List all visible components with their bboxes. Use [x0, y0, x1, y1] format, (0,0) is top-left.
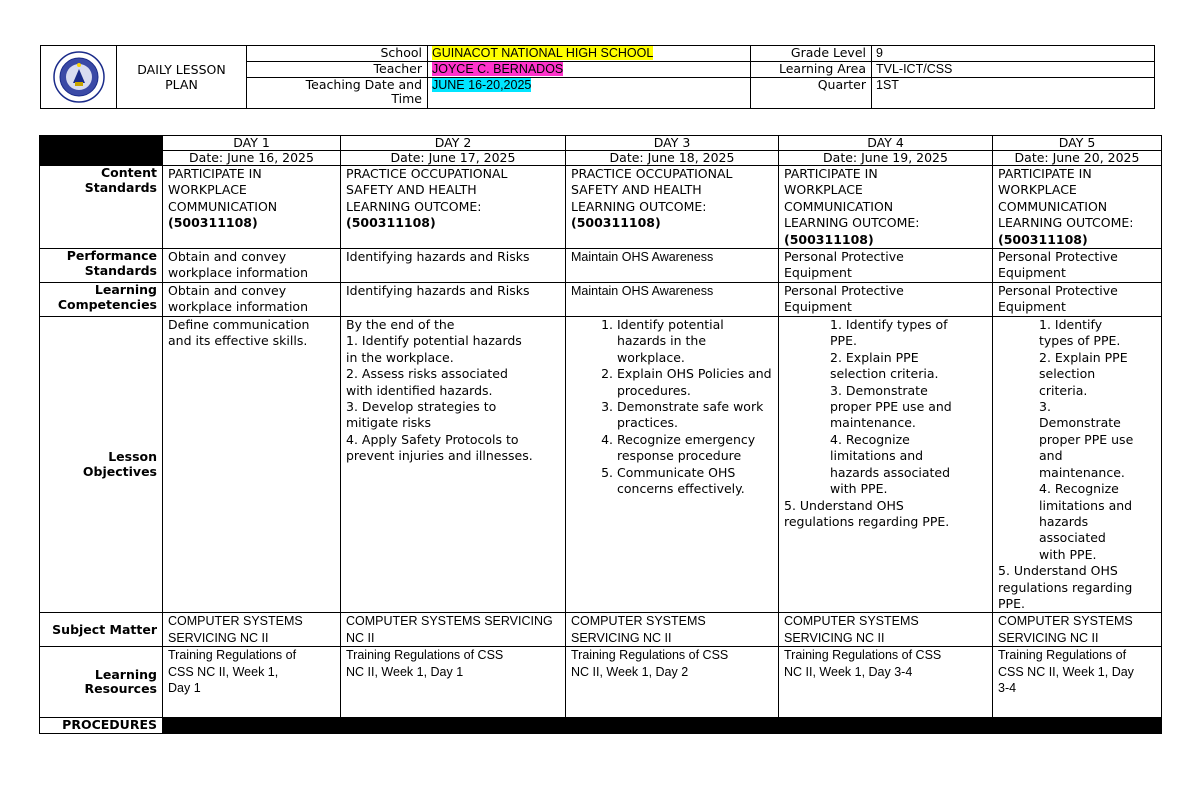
subject-d1-line1: COMPUTER SYSTEMS: [168, 614, 303, 629]
page-title: [117, 46, 247, 109]
area-value: TVL-ICT/CSS: [872, 62, 1155, 78]
objectives-d1-line2: and its effective skills.: [168, 333, 308, 349]
competency-d4-line2: Equipment: [784, 299, 852, 315]
performance-day-5: [993, 249, 1162, 283]
quarter-value: 1ST: [872, 78, 1155, 109]
objectives-d4-tail-line2: regulations regarding PPE.: [784, 513, 950, 529]
objectives-label-2: Objectives: [82, 463, 157, 479]
resources-d1-line1: Training Regulations of: [168, 648, 297, 663]
objectives-d5-tail-line1: 5. Understand OHS: [998, 563, 1118, 579]
objectives-d4-line2: PPE.: [830, 333, 857, 349]
objectives-d5-indented: [998, 317, 1156, 563]
content-d3-line1: PRACTICE OCCUPATIONAL: [571, 166, 733, 181]
subject-d4-line2: SERVICING NC II: [784, 630, 885, 645]
performance-standards-row: [40, 249, 1162, 283]
competency-day-1: [163, 283, 341, 317]
date-row: [40, 151, 1162, 166]
objectives-d5-line9: and: [1039, 448, 1063, 464]
objectives-day-2: [341, 317, 566, 613]
subject-matter-row: [40, 613, 1162, 647]
objectives-d2-line1: By the end of the: [346, 317, 455, 333]
performance-d4-line2: Equipment: [784, 265, 852, 281]
content-d4-line2: WORKPLACE: [784, 182, 863, 198]
objectives-d5-line3: 2. Explain PPE: [1039, 349, 1128, 365]
subject-d5-line2: SERVICING NC II: [998, 630, 1099, 645]
day-3-date: Date: June 18, 2025: [566, 151, 779, 166]
objectives-d5-line5: criteria.: [1039, 382, 1088, 398]
resources-d4-line2: NC II, Week 1, Day 3-4: [784, 664, 913, 679]
learning-resources-label: [40, 647, 163, 718]
objectives-d2-line7: mitigate risks: [346, 415, 432, 431]
objectives-d4-line1: 1. Identify types of: [830, 317, 948, 333]
competency-d5-line2: Equipment: [998, 299, 1066, 315]
objectives-d2-line5: with identified hazards.: [346, 382, 493, 398]
subject-matter-label: Subject Matter: [40, 613, 163, 647]
logo-cell: [41, 46, 117, 109]
content-d4-code: (500311108): [784, 231, 874, 247]
objectives-d5-tail-line3: PPE.: [998, 595, 1025, 611]
content-day-2: [341, 166, 566, 249]
objectives-d5-line11: 4. Recognize: [1039, 481, 1119, 497]
objectives-day-4: [779, 317, 993, 613]
objectives-d5-line12: limitations and: [1039, 497, 1133, 513]
performance-d5-line1: Personal Protective: [998, 249, 1118, 265]
content-d4-line3: COMMUNICATION: [784, 198, 894, 214]
school-value-cell: [428, 46, 751, 62]
subject-day-5: [993, 613, 1162, 647]
objectives-d5-line15: with PPE.: [1039, 546, 1097, 562]
competency-d1-line1: Obtain and convey: [168, 283, 287, 299]
content-d5-line1: PARTICIPATE IN: [998, 166, 1092, 181]
content-day-4: [779, 166, 993, 249]
procedures-bar: [163, 718, 1162, 734]
objectives-d2-line8: 4. Apply Safety Protocols to: [346, 431, 519, 447]
performance-day-1: [163, 249, 341, 283]
content-d4-line4: LEARNING OUTCOME:: [784, 215, 920, 231]
page-title-line1: DAILY LESSON: [137, 62, 226, 77]
resources-d5-line3: 3-4: [998, 680, 1017, 695]
teacher-label: Teacher: [247, 62, 428, 78]
resources-day-2: [341, 647, 566, 718]
competency-d5-line1: Personal Protective: [998, 283, 1118, 299]
subject-d4-line1: COMPUTER SYSTEMS: [784, 614, 919, 629]
resources-d3-line2: NC II, Week 1, Day 2: [571, 664, 689, 679]
content-d5-code: (500311108): [998, 231, 1088, 247]
objectives-d5-line7: Demonstrate: [1039, 415, 1121, 431]
date-label-line1: Teaching Date and: [305, 77, 422, 92]
objectives-d1-line1: Define communication: [168, 317, 310, 333]
content-standards-label: [40, 166, 163, 249]
learning-competencies-label: [40, 283, 163, 317]
teacher-value: JOYCE C. BERNADOS: [432, 62, 564, 76]
objectives-d3-item-5: 5. Communicate OHS concerns effectively.: [617, 465, 773, 498]
content-d1-code: (500311108): [168, 215, 258, 231]
subject-day-2: [341, 613, 566, 647]
resources-d4-line1: Training Regulations of CSS: [784, 648, 942, 663]
page-title-line2: PLAN: [165, 77, 198, 92]
objectives-d3-list: [571, 317, 773, 497]
date-label: [247, 78, 428, 109]
competency-d1-line2: workplace information: [168, 299, 308, 315]
content-d5-line2: WORKPLACE: [998, 182, 1077, 198]
content-d3-line3: LEARNING OUTCOME:: [571, 198, 707, 214]
performance-label-2: Standards: [84, 262, 157, 278]
objectives-d4-line11: with PPE.: [830, 481, 888, 497]
resources-d1-line3: Day 1: [168, 680, 201, 695]
day-1-date: Date: June 16, 2025: [163, 151, 341, 166]
resources-d3-line1: Training Regulations of CSS: [571, 648, 729, 663]
grade-label: Grade Level: [751, 46, 872, 62]
procedures-label: PROCEDURES: [40, 718, 163, 734]
objectives-d2-line9: prevent injuries and illnesses.: [346, 448, 533, 464]
deped-seal-icon: [53, 51, 105, 103]
learning-label-2: Competencies: [57, 296, 157, 312]
subject-day-3: [566, 613, 779, 647]
resources-d2-line1: Training Regulations of CSS: [346, 648, 504, 663]
objectives-d4-line5: 3. Demonstrate: [830, 382, 928, 398]
day-2-header: DAY 2: [341, 136, 566, 151]
resources-d5-line2: CSS NC II, Week 1, Day: [998, 664, 1134, 679]
corner-cell: [40, 136, 163, 166]
content-day-5: [993, 166, 1162, 249]
objectives-day-5: [993, 317, 1162, 613]
resources-day-4: [779, 647, 993, 718]
performance-d5-line2: Equipment: [998, 265, 1066, 281]
performance-day-2: Identifying hazards and Risks: [341, 249, 566, 283]
performance-d1-line1: Obtain and convey: [168, 249, 287, 265]
content-d1-line1: PARTICIPATE IN: [168, 166, 262, 181]
objectives-d4-line3: 2. Explain PPE: [830, 349, 919, 365]
school-value: GUINACOT NATIONAL HIGH SCHOOL: [432, 46, 654, 60]
school-label: School: [247, 46, 428, 62]
subject-d3-line2: SERVICING NC II: [571, 630, 672, 645]
date-value: JUNE 16-20,2025: [432, 78, 532, 92]
lesson-plan-table: [39, 135, 1162, 734]
objectives-d2-line2: 1. Identify potential hazards: [346, 333, 522, 349]
performance-label-1: Performance: [66, 248, 157, 264]
objectives-d4-indented: [784, 317, 987, 497]
performance-standards-label: [40, 249, 163, 283]
objectives-d4-line8: 4. Recognize: [830, 431, 910, 447]
performance-d1-line2: workplace information: [168, 265, 308, 281]
resources-day-1: [163, 647, 341, 718]
quarter-label: Quarter: [751, 78, 872, 109]
objectives-d3-item-3: 3. Demonstrate safe work practices.: [617, 399, 773, 432]
subject-d5-line1: COMPUTER SYSTEMS: [998, 614, 1133, 629]
competency-day-2: Identifying hazards and Risks: [341, 283, 566, 317]
procedures-row: [40, 718, 1162, 734]
content-d3-code: (500311108): [571, 215, 661, 231]
subject-d1-line2: SERVICING NC II: [168, 630, 269, 645]
objectives-d2-line3: in the workplace.: [346, 349, 454, 365]
learning-competencies-row: [40, 283, 1162, 317]
date-label-line2: Time: [391, 91, 422, 106]
competency-d4-line1: Personal Protective: [784, 283, 904, 299]
objectives-day-3: [566, 317, 779, 613]
performance-d4-line1: Personal Protective: [784, 249, 904, 265]
subject-d2-line2: NC II: [346, 630, 375, 645]
objectives-label-1: Lesson: [108, 449, 157, 465]
objectives-d5-tail-line2: regulations regarding: [998, 579, 1133, 595]
resources-label-2: Resources: [84, 681, 157, 697]
content-d4-line1: PARTICIPATE IN: [784, 166, 878, 181]
objectives-d4-line10: hazards associated: [830, 464, 951, 480]
objectives-d5-line10: maintenance.: [1039, 464, 1125, 480]
subject-day-4: [779, 613, 993, 647]
content-d2-line3: LEARNING OUTCOME:: [346, 198, 482, 214]
resources-label-1: Learning: [94, 666, 157, 682]
header-table: [40, 45, 1155, 109]
objectives-day-1: [163, 317, 341, 613]
day-4-date: Date: June 19, 2025: [779, 151, 993, 166]
objectives-d3-item-2: 2. Explain OHS Policies and procedures.: [617, 366, 773, 399]
objectives-d5-line6: 3.: [1039, 399, 1051, 415]
subject-day-1: [163, 613, 341, 647]
objectives-d3-item-1: 1. Identify potential hazards in the workplace.: [617, 317, 773, 366]
objectives-d5-line14: associated: [1039, 530, 1106, 546]
learning-resources-row: [40, 647, 1162, 718]
resources-day-3: [566, 647, 779, 718]
teacher-value-cell: [428, 62, 751, 78]
resources-d1-line2: CSS NC II, Week 1,: [168, 664, 279, 679]
content-d2-code: (500311108): [346, 215, 436, 231]
area-label: Learning Area: [751, 62, 872, 78]
objectives-d4-line4: selection criteria.: [830, 366, 939, 382]
objectives-d2-line6: 3. Develop strategies to: [346, 399, 497, 415]
objectives-d4-tail-line1: 5. Understand OHS: [784, 497, 904, 513]
objectives-d5-line13: hazards: [1039, 513, 1089, 529]
objectives-d5-line4: selection: [1039, 366, 1096, 382]
content-day-1: [163, 166, 341, 249]
objectives-d2-line4: 2. Assess risks associated: [346, 366, 508, 382]
resources-d5-line1: Training Regulations of: [998, 648, 1127, 663]
content-d1-line2: WORKPLACE: [168, 182, 247, 198]
content-label-1: Content: [101, 165, 157, 180]
objectives-d5-line1: 1. Identify: [1039, 317, 1103, 333]
day-4-header: DAY 4: [779, 136, 993, 151]
day-1-header: DAY 1: [163, 136, 341, 151]
date-value-cell: [428, 78, 751, 109]
day-2-date: Date: June 17, 2025: [341, 151, 566, 166]
resources-d2-line2: NC II, Week 1, Day 1: [346, 664, 464, 679]
competency-day-3: Maintain OHS Awareness: [566, 283, 779, 317]
lesson-objectives-label: [40, 317, 163, 613]
day-5-date: Date: June 20, 2025: [993, 151, 1162, 166]
content-label-2: Standards: [84, 179, 157, 195]
performance-day-3: Maintain OHS Awareness: [566, 249, 779, 283]
objectives-d5-line8: proper PPE use: [1039, 431, 1134, 447]
performance-day-4: [779, 249, 993, 283]
content-d2-line2: SAFETY AND HEALTH: [346, 182, 477, 198]
objectives-d5-line2: types of PPE.: [1039, 333, 1121, 349]
day-header-row: [40, 136, 1162, 151]
objectives-d4-line7: maintenance.: [830, 415, 916, 431]
lesson-objectives-row: [40, 317, 1162, 613]
day-5-header: DAY 5: [993, 136, 1162, 151]
content-d3-line2: SAFETY AND HEALTH: [571, 182, 702, 198]
competency-day-4: [779, 283, 993, 317]
content-d5-line3: COMMUNICATION: [998, 198, 1108, 214]
content-d2-line1: PRACTICE OCCUPATIONAL: [346, 166, 508, 181]
content-standards-row: [40, 166, 1162, 249]
objectives-d4-line6: proper PPE use and: [830, 399, 952, 415]
content-d1-line3: COMMUNICATION: [168, 198, 278, 214]
learning-label-1: Learning: [94, 282, 157, 298]
resources-day-5: [993, 647, 1162, 718]
objectives-d4-line9: limitations and: [830, 448, 924, 464]
subject-d3-line1: COMPUTER SYSTEMS: [571, 614, 706, 629]
objectives-d3-item-4: 4. Recognize emergency response procedure: [617, 432, 773, 465]
competency-day-5: [993, 283, 1162, 317]
day-3-header: DAY 3: [566, 136, 779, 151]
subject-d2-line1: COMPUTER SYSTEMS SERVICING: [346, 614, 553, 629]
content-day-3: [566, 166, 779, 249]
content-d5-line4: LEARNING OUTCOME:: [998, 215, 1134, 231]
grade-value: 9: [872, 46, 1155, 62]
